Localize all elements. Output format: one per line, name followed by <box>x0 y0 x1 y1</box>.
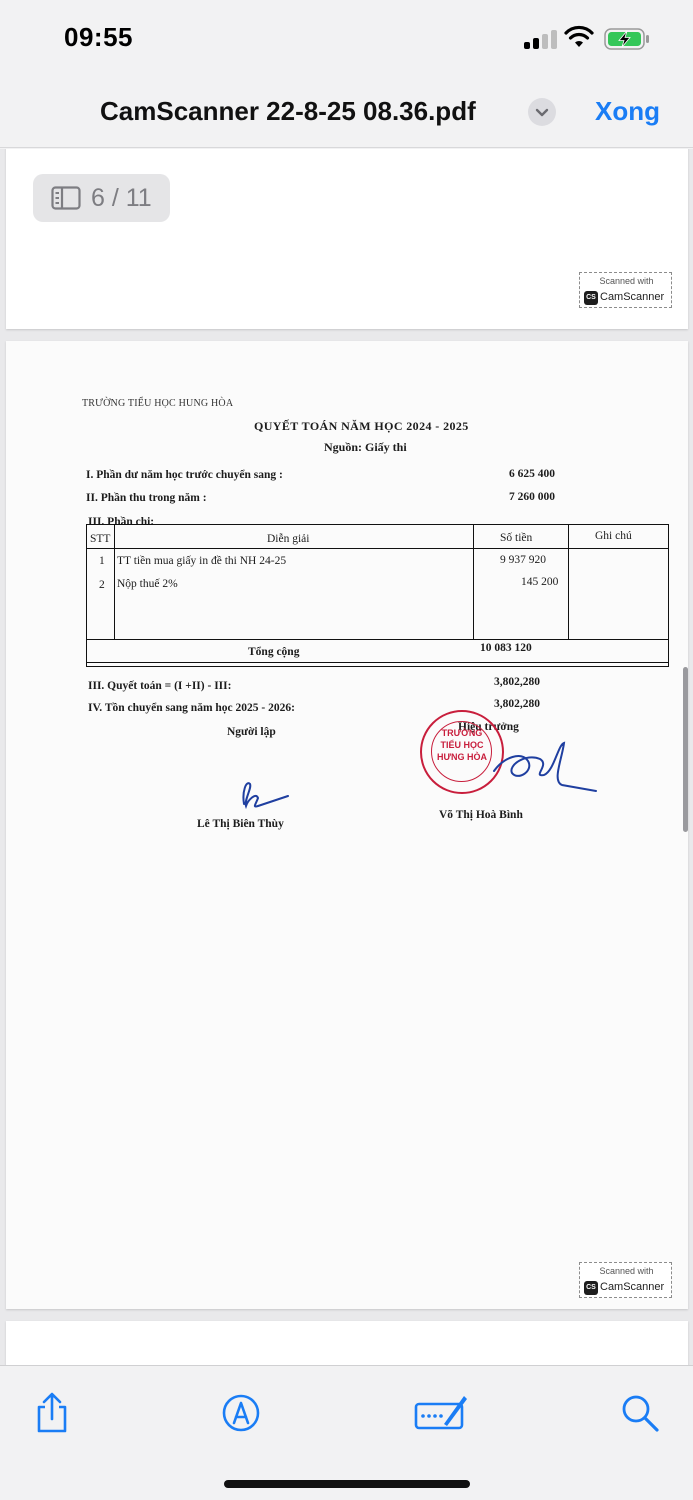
document-title[interactable]: CamScanner 22-8-25 08.36.pdf <box>100 96 476 126</box>
wifi-icon <box>564 25 594 49</box>
document-source: Nguồn: Giấy thi <box>324 440 407 454</box>
camscanner-watermark <box>579 272 672 308</box>
pdf-viewer[interactable] <box>0 149 693 1365</box>
watermark-line2: CamScanner <box>600 291 665 303</box>
bottom-toolbar <box>0 1365 693 1500</box>
table-header-note: Ghi chú <box>595 530 632 542</box>
signature-icon[interactable] <box>414 1390 468 1436</box>
expense-table <box>86 524 669 667</box>
total-label: Tổng cộng <box>248 646 300 658</box>
pdf-page-next <box>6 1321 688 1365</box>
carry-over-value: 3,802,280 <box>494 698 540 710</box>
principal-signature-image <box>492 737 598 803</box>
share-icon[interactable] <box>29 1390 75 1436</box>
sidebar-thumbnails-icon <box>51 186 81 210</box>
watermark-line1: Scanned with <box>599 1266 654 1276</box>
stamp-line1: TRƯỜNG <box>441 728 483 738</box>
settlement-label: III. Quyết toán = (I +II) - III: <box>88 680 232 692</box>
table-header-description: Diễn giải <box>267 533 310 545</box>
status-bar <box>0 0 693 80</box>
table-header-amount: Số tiền <box>500 532 533 544</box>
line1-value: 6 625 400 <box>509 468 555 480</box>
done-button[interactable]: Xong <box>595 96 660 126</box>
line2-label: II. Phần thu trong năm : <box>86 492 207 504</box>
row2-description: Nộp thuế 2% <box>117 578 178 590</box>
watermark-line1: Scanned with <box>599 276 654 286</box>
principal-title: Hiệu trưởng <box>458 721 519 733</box>
page-indicator[interactable] <box>33 174 170 222</box>
battery-charging-icon <box>604 28 650 50</box>
page-indicator-label: 6 / 11 <box>91 184 152 212</box>
watermark-line2: CamScanner <box>600 1281 665 1293</box>
line2-value: 7 260 000 <box>509 491 555 503</box>
row1-stt: 1 <box>99 555 105 567</box>
document-header <box>0 80 693 148</box>
scrollbar[interactable] <box>683 667 688 832</box>
row2-stt: 2 <box>99 579 105 591</box>
total-value: 10 083 120 <box>480 642 532 654</box>
document-heading: QUYẾT TOÁN NĂM HỌC 2024 - 2025 <box>254 419 469 433</box>
school-name: TRƯỜNG TIỂU HỌC HUNG HÒA <box>82 398 234 409</box>
row1-description: TT tiền mua giấy in đề thi NH 24-25 <box>117 555 287 567</box>
preparer-title: Người lập <box>227 726 276 738</box>
table-header-stt: STT <box>90 533 111 545</box>
cellular-signal-icon <box>524 29 558 49</box>
status-time: 09:55 <box>64 22 133 52</box>
preparer-name: Lê Thị Biên Thùy <box>197 818 284 830</box>
preparer-signature-image <box>234 774 296 814</box>
line1-label: I. Phần dư năm học trước chuyển sang : <box>86 469 283 481</box>
row2-amount: 145 200 <box>521 576 559 588</box>
row1-amount: 9 937 920 <box>500 554 546 566</box>
home-indicator[interactable] <box>224 1480 470 1488</box>
carry-over-label: IV. Tồn chuyển sang năm học 2025 - 2026: <box>88 702 295 714</box>
title-menu-button[interactable] <box>528 98 556 126</box>
camscanner-watermark <box>579 1262 672 1298</box>
camscanner-logo-icon: CS <box>584 1281 598 1295</box>
pdf-page-current <box>6 341 688 1309</box>
section3-label: III. Phần chi: <box>88 516 155 528</box>
markup-icon[interactable] <box>218 1390 264 1436</box>
stamp-line2: TIỂU HỌC <box>440 740 484 750</box>
search-icon[interactable] <box>617 1390 663 1436</box>
settlement-value: 3,802,280 <box>494 676 540 688</box>
stamp-line3: HƯNG HÒA <box>437 752 487 762</box>
camscanner-logo-icon: CS <box>584 291 598 305</box>
chevron-down-icon <box>528 98 556 126</box>
principal-name: Võ Thị Hoà Bình <box>439 809 523 821</box>
